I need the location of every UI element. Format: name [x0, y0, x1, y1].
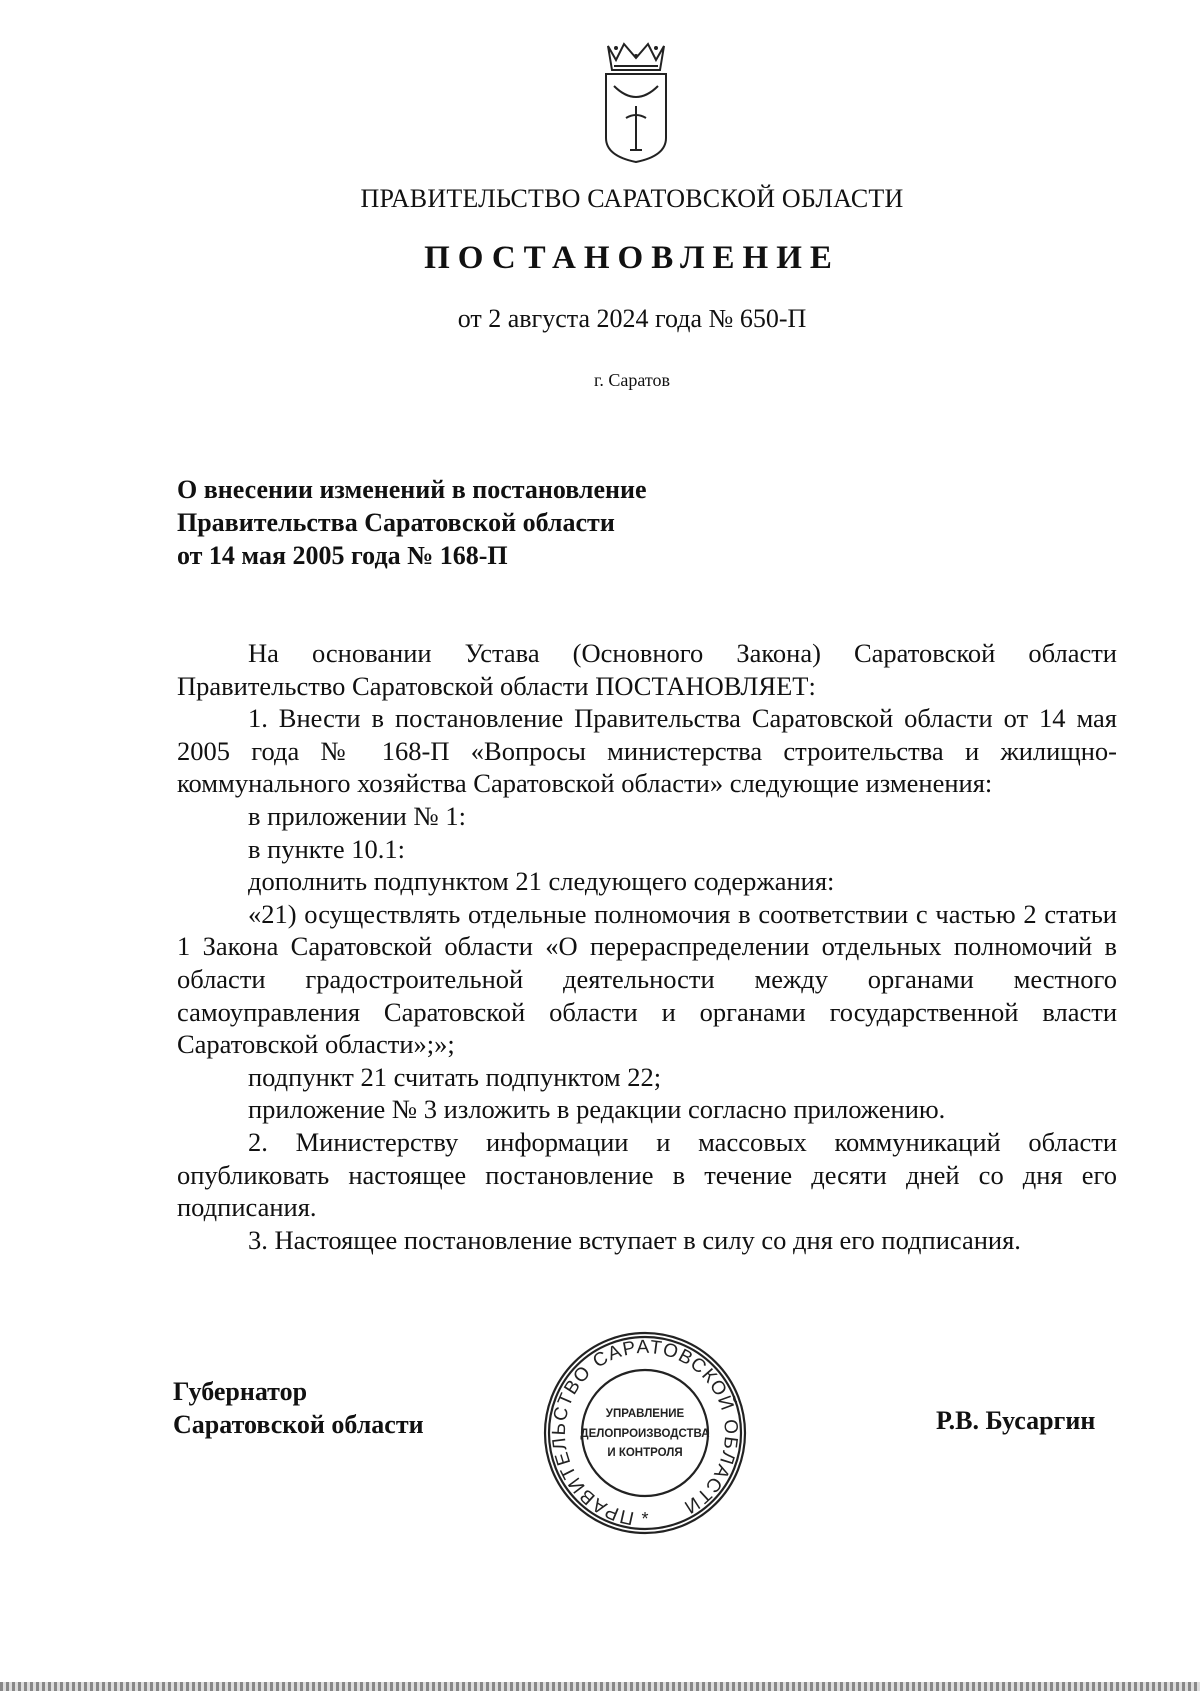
body-paragraph: подпункт 21 считать подпунктом 22;: [248, 1061, 662, 1092]
signatory-title-line: Саратовской области: [173, 1410, 424, 1439]
seal-inner-line: УПРАВЛЕНИЕ: [605, 1408, 685, 1420]
organization-name: ПРАВИТЕЛЬСТВО САРАТОВСКОЙ ОБЛАСТИ: [360, 184, 904, 213]
body-paragraph: приложение № 3 изложить в редакции согласно приложению.: [248, 1094, 946, 1125]
document-type: ПОСТАНОВЛЕНИЕ: [424, 240, 840, 276]
body-paragraph: «21) осуществлять отдельные полномочия в соответствии с частью 2 статьи 1 Закона Саратовской области «О перераспределении отдельных полномочий в области градостроительной деятельности между органами местного самоуправления Саратовской области и органами государственной власти Саратовской области»;»;: [177, 898, 1117, 1060]
document-date-number: от 2 августа 2024 года № 650-П: [457, 304, 807, 333]
official-seal-stamp: [541, 1329, 749, 1537]
subject-line: Правительства Саратовской области: [177, 508, 615, 537]
seal-inner-line: И КОНТРОЛЯ: [607, 1447, 683, 1459]
body-paragraph: дополнить подпунктом 21 следующего содержания:: [248, 866, 835, 897]
signatory-title: [173, 1375, 493, 1441]
document-body: [177, 637, 1117, 1256]
coat-of-arms-icon: [596, 38, 676, 164]
body-paragraph: На основании Устава (Основного Закона) Саратовской области Правительство Саратовской области ПОСТАНОВЛЯЕТ:: [177, 638, 1117, 701]
seal-outer-text: ПРАВИТЕЛЬСТВО САРАТОВСКОЙ ОБЛАСТИ: [548, 1336, 742, 1529]
seal-star-icon: *: [641, 1509, 649, 1529]
subject-line: от 14 мая 2005 года № 168-П: [177, 541, 508, 570]
body-paragraph: в приложении № 1:: [248, 800, 466, 831]
body-paragraph: в пункте 10.1:: [248, 833, 405, 864]
body-paragraph: 2. Министерству информации и массовых коммуникаций области опубликовать настоящее постановление в течение десяти дней со дня его подписания.: [177, 1126, 1117, 1223]
subject-line: О внесении изменений в постановление: [177, 475, 647, 504]
body-paragraph: 3. Настоящее постановление вступает в силу со дня его подписания.: [248, 1224, 1021, 1255]
signatory-name: Р.В. Бусаргин: [936, 1406, 1096, 1435]
scan-edge-divider: [0, 1682, 1200, 1691]
body-paragraph: 1. Внести в постановление Правительства Саратовской области от 14 мая 2005 года № 168-П «Вопросы министерства строительства и жилищно-коммунального хозяйства Саратовской области» следующие изменения:: [177, 703, 1117, 799]
document-subject: [177, 473, 877, 572]
document-city: г. Саратов: [594, 370, 670, 390]
seal-inner-line: ДЕЛОПРОИЗВОДСТВА: [580, 1428, 710, 1440]
signatory-title-line: Губернатор: [173, 1377, 308, 1406]
